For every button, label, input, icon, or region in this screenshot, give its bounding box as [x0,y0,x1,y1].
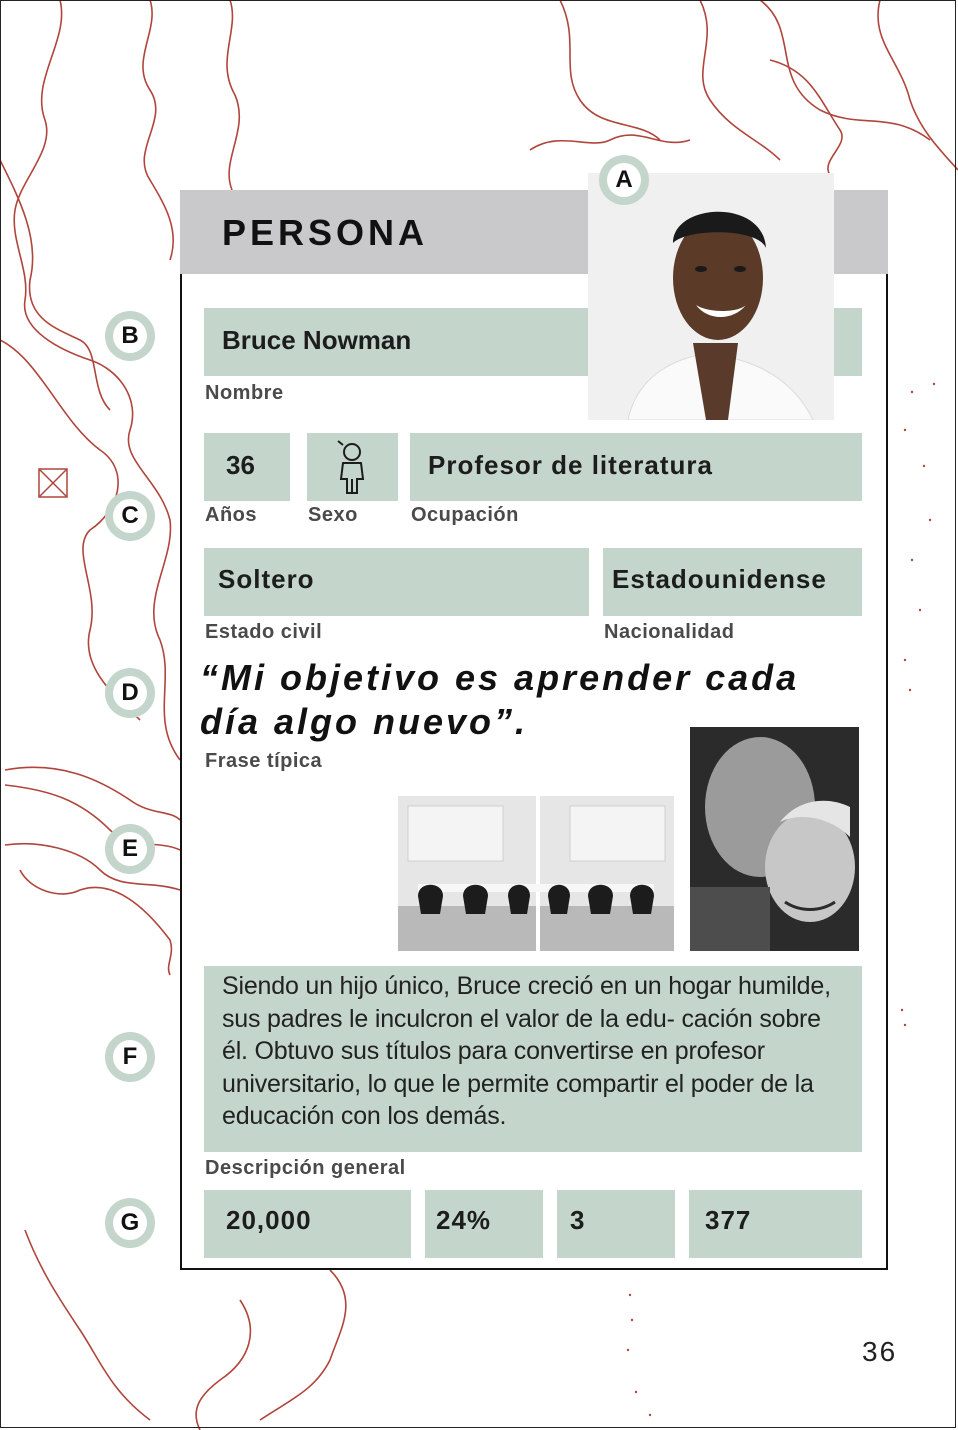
stat-1-field [204,1190,411,1258]
quote-text: “Mi objetivo es aprender cada día algo nuevo”. [200,657,800,742]
stat-2-value: 24% [436,1205,492,1235]
page-number: 36 [862,1336,898,1367]
marker-e-label: E [113,832,147,866]
name-label: Nombre [205,382,284,404]
quote-label: Frase típica [205,750,323,772]
crossed-box-icon [38,468,68,498]
marker-d-label: D [113,676,147,710]
sex-label: Sexo [308,504,358,526]
person-icon [335,439,369,495]
card-title: PERSONA [222,212,429,253]
marker-c-label: C [113,499,147,533]
marker-b [105,311,155,361]
age-field [204,433,290,501]
marker-e [105,824,155,874]
marker-d [105,668,155,718]
civil-status-field [204,548,589,616]
profile-photo [588,173,834,420]
marker-f-label: F [113,1040,147,1074]
marker-a-label: A [607,163,641,197]
marker-c [105,491,155,541]
marker-g-label: G [113,1206,147,1240]
marker-b-label: B [113,319,147,353]
sex-field [307,433,398,501]
civil-status-label: Estado civil [205,621,323,643]
classroom-photo [398,796,674,951]
stat-3-value: 3 [570,1205,585,1235]
nationality-field [603,548,862,616]
age-value: 36 [226,450,255,480]
civil-status-value: Soltero [218,564,315,594]
stat-1-value: 20,000 [226,1205,312,1235]
marker-g [105,1198,155,1248]
stat-3-field [557,1190,675,1258]
nationality-label: Nacionalidad [604,621,735,643]
stat-2-field [425,1190,543,1258]
stat-4-field [689,1190,862,1258]
name-value: Bruce Nowman [222,325,412,355]
description-box: Siendo un hijo único, Bruce creció en un hogar humilde, sus padres le inculcron el valor de la edu- cación sobre él. Obtuvo sus títulos para convertirse en profesor universitario, lo que le permite compartir el poder de la educación con los demás. [204,966,862,1152]
stat-4-value: 377 [705,1205,752,1235]
nationality-value: Estadounidense [612,564,827,594]
couple-photo [690,727,859,951]
occupation-field [410,433,862,501]
age-label: Años [205,504,257,526]
description-label: Descripción general [205,1157,406,1179]
occupation-label: Ocupación [411,504,519,526]
occupation-value: Profesor de literatura [428,450,713,480]
marker-a [599,155,649,205]
marker-f [105,1032,155,1082]
